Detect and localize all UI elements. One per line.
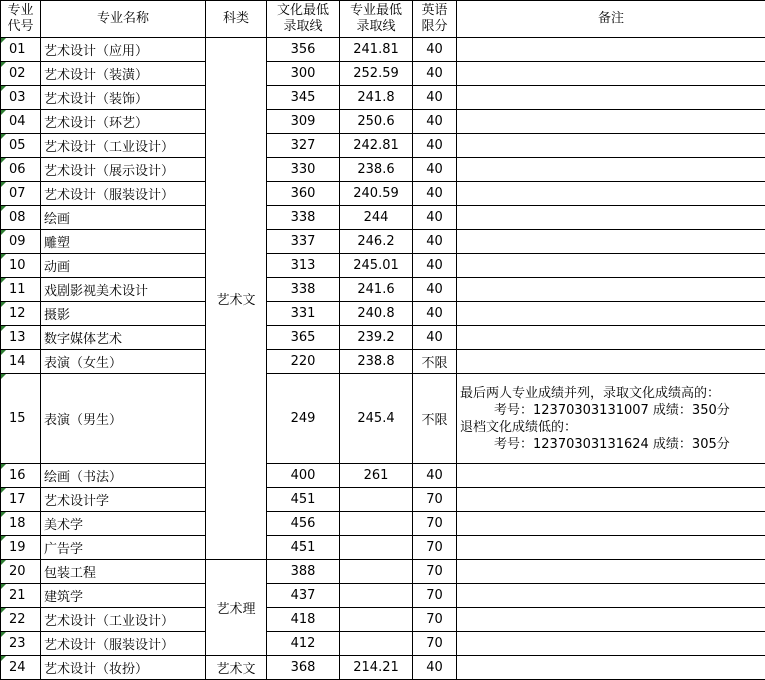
- table-row: [1, 254, 765, 278]
- major-name: 表演（男生）: [41, 374, 206, 464]
- major-code: 22: [1, 608, 41, 632]
- major-min-score: 252.59: [340, 62, 413, 86]
- major-code: 06: [1, 158, 41, 182]
- table-row: [1, 278, 765, 302]
- major-code: 13: [1, 326, 41, 350]
- remark-cell: [457, 38, 765, 62]
- major-name: 戏剧影视美术设计: [41, 278, 206, 302]
- major-min-score: 214.21: [340, 656, 413, 680]
- major-name: 建筑学: [41, 584, 206, 608]
- header-remark: 备注: [457, 1, 765, 38]
- remark-cell: [457, 278, 765, 302]
- remark-cell: [457, 302, 765, 326]
- remark-cell: [457, 632, 765, 656]
- remark-cell: [457, 656, 765, 680]
- major-min-score: 245.01: [340, 254, 413, 278]
- english-limit: 不限: [413, 350, 457, 374]
- major-name: 艺术设计（应用）: [41, 38, 206, 62]
- major-code: 04: [1, 110, 41, 134]
- major-code: 05: [1, 134, 41, 158]
- remark-cell: [457, 350, 765, 374]
- major-code: 01: [1, 38, 41, 62]
- table-row: [1, 656, 765, 680]
- english-limit: 70: [413, 512, 457, 536]
- remark-cell: [457, 62, 765, 86]
- major-name: 动画: [41, 254, 206, 278]
- major-name: 艺术设计（服装设计）: [41, 632, 206, 656]
- culture-min-score: 300: [267, 62, 340, 86]
- culture-min-score: 338: [267, 278, 340, 302]
- major-min-score: 241.8: [340, 86, 413, 110]
- remark-cell: [457, 158, 765, 182]
- major-code: 08: [1, 206, 41, 230]
- major-name: 包装工程: [41, 560, 206, 584]
- remark-cell: [457, 488, 765, 512]
- english-limit: 40: [413, 326, 457, 350]
- header-english-limit: 英语 限分: [413, 1, 457, 38]
- remark-cell: [457, 134, 765, 158]
- major-code: 02: [1, 62, 41, 86]
- header-row: [1, 1, 765, 38]
- table-row: [1, 560, 765, 584]
- major-name: 艺术设计（展示设计）: [41, 158, 206, 182]
- major-min-score: [340, 488, 413, 512]
- major-min-score: [340, 536, 413, 560]
- major-name: 艺术设计（环艺）: [41, 110, 206, 134]
- major-name: 艺术设计（装潢）: [41, 62, 206, 86]
- remark-cell: [457, 536, 765, 560]
- english-limit: 40: [413, 110, 457, 134]
- culture-min-score: 338: [267, 206, 340, 230]
- major-min-score: [340, 512, 413, 536]
- english-limit: 70: [413, 608, 457, 632]
- culture-min-score: 330: [267, 158, 340, 182]
- english-limit: 70: [413, 584, 457, 608]
- culture-min-score: 451: [267, 536, 340, 560]
- major-code: 09: [1, 230, 41, 254]
- culture-min-score: 337: [267, 230, 340, 254]
- english-limit: 40: [413, 182, 457, 206]
- english-limit: 40: [413, 134, 457, 158]
- english-limit: 40: [413, 62, 457, 86]
- major-code: 15: [1, 374, 41, 464]
- remark-cell: [457, 86, 765, 110]
- major-min-score: 246.2: [340, 230, 413, 254]
- table-row: [1, 608, 765, 632]
- remark-cell: [457, 608, 765, 632]
- english-limit: 40: [413, 278, 457, 302]
- culture-min-score: 451: [267, 488, 340, 512]
- major-min-score: 250.6: [340, 110, 413, 134]
- culture-min-score: 418: [267, 608, 340, 632]
- major-code: 11: [1, 278, 41, 302]
- major-min-score: 240.59: [340, 182, 413, 206]
- major-code: 20: [1, 560, 41, 584]
- category-cell: 艺术理: [206, 560, 267, 656]
- major-name: 美术学: [41, 512, 206, 536]
- culture-min-score: 356: [267, 38, 340, 62]
- major-name: 雕塑: [41, 230, 206, 254]
- major-name: 数字媒体艺术: [41, 326, 206, 350]
- remark-cell: [457, 254, 765, 278]
- culture-min-score: 345: [267, 86, 340, 110]
- header-major-name: 专业名称: [41, 1, 206, 38]
- table-row: [1, 182, 765, 206]
- english-limit: 70: [413, 560, 457, 584]
- table-row: [1, 134, 765, 158]
- major-code: 24: [1, 656, 41, 680]
- major-name: 绘画: [41, 206, 206, 230]
- english-limit: 70: [413, 632, 457, 656]
- major-name: 艺术设计（装饰）: [41, 86, 206, 110]
- major-min-score: 242.81: [340, 134, 413, 158]
- major-code: 14: [1, 350, 41, 374]
- major-code: 10: [1, 254, 41, 278]
- table-row: [1, 230, 765, 254]
- table-row: [1, 326, 765, 350]
- table-row: [1, 110, 765, 134]
- remark-line: 考号：12370303131624 成绩：305分: [460, 436, 762, 453]
- major-min-score: 244: [340, 206, 413, 230]
- table-row: [1, 512, 765, 536]
- major-min-score: 245.4: [340, 374, 413, 464]
- major-name: 艺术设计（妆扮）: [41, 656, 206, 680]
- major-code: 19: [1, 536, 41, 560]
- remark-cell: [457, 464, 765, 488]
- table-row: [1, 464, 765, 488]
- major-min-score: 240.8: [340, 302, 413, 326]
- major-code: 12: [1, 302, 41, 326]
- table-row: [1, 86, 765, 110]
- culture-min-score: 412: [267, 632, 340, 656]
- major-min-score: [340, 584, 413, 608]
- culture-min-score: 456: [267, 512, 340, 536]
- english-limit: 40: [413, 464, 457, 488]
- major-code: 18: [1, 512, 41, 536]
- remark-cell: [457, 182, 765, 206]
- culture-min-score: 220: [267, 350, 340, 374]
- english-limit: 70: [413, 536, 457, 560]
- english-limit: 40: [413, 86, 457, 110]
- english-limit: 40: [413, 302, 457, 326]
- table-row: [1, 584, 765, 608]
- major-min-score: [340, 560, 413, 584]
- category-cell: 艺术文: [206, 656, 267, 680]
- header-major-code: 专业 代号: [1, 1, 41, 38]
- major-name: 艺术设计（服装设计）: [41, 182, 206, 206]
- culture-min-score: 388: [267, 560, 340, 584]
- english-limit: 40: [413, 158, 457, 182]
- major-min-score: 239.2: [340, 326, 413, 350]
- major-min-score: 261: [340, 464, 413, 488]
- header-category: 科类: [206, 1, 267, 38]
- major-code: 07: [1, 182, 41, 206]
- major-name: 表演（女生）: [41, 350, 206, 374]
- major-name: 艺术设计学: [41, 488, 206, 512]
- culture-min-score: 331: [267, 302, 340, 326]
- major-code: 03: [1, 86, 41, 110]
- major-code: 23: [1, 632, 41, 656]
- remark-line: 退档文化成绩低的：: [460, 419, 762, 436]
- english-limit: 40: [413, 254, 457, 278]
- major-min-score: 238.8: [340, 350, 413, 374]
- table-row: [1, 62, 765, 86]
- major-min-score: 241.6: [340, 278, 413, 302]
- english-limit: 不限: [413, 374, 457, 464]
- table-row: [1, 206, 765, 230]
- remark-cell: [457, 326, 765, 350]
- culture-min-score: 360: [267, 182, 340, 206]
- header-major-min-score: 专业最低 录取线: [340, 1, 413, 38]
- culture-min-score: 249: [267, 374, 340, 464]
- major-name: 艺术设计（工业设计）: [41, 608, 206, 632]
- remark-cell: [457, 512, 765, 536]
- remark-cell: [457, 206, 765, 230]
- remark-line: 考号：12370303131007 成绩：350分: [460, 402, 762, 419]
- english-limit: 70: [413, 488, 457, 512]
- culture-min-score: 437: [267, 584, 340, 608]
- major-name: 艺术设计（工业设计）: [41, 134, 206, 158]
- remark-cell: [457, 584, 765, 608]
- table-row: [1, 536, 765, 560]
- culture-min-score: 365: [267, 326, 340, 350]
- remark-cell: [457, 560, 765, 584]
- table-row: [1, 302, 765, 326]
- major-name: 广告学: [41, 536, 206, 560]
- english-limit: 40: [413, 206, 457, 230]
- category-cell: 艺术文: [206, 38, 267, 560]
- remark-line: 最后两人专业成绩并列，录取文化成绩高的：: [460, 385, 762, 402]
- major-code: 17: [1, 488, 41, 512]
- culture-min-score: 327: [267, 134, 340, 158]
- table-row: [1, 632, 765, 656]
- major-min-score: 241.81: [340, 38, 413, 62]
- header-culture-min-score: 文化最低 录取线: [267, 1, 340, 38]
- english-limit: 40: [413, 230, 457, 254]
- table-row: [1, 158, 765, 182]
- table-row: [1, 350, 765, 374]
- culture-min-score: 313: [267, 254, 340, 278]
- culture-min-score: 368: [267, 656, 340, 680]
- remark-cell-tie-note: [457, 374, 765, 464]
- major-name: 绘画（书法）: [41, 464, 206, 488]
- major-min-score: [340, 632, 413, 656]
- table-row: [1, 38, 765, 62]
- table-row: [1, 488, 765, 512]
- english-limit: 40: [413, 38, 457, 62]
- remark-cell: [457, 230, 765, 254]
- major-min-score: 238.6: [340, 158, 413, 182]
- table-row: [1, 374, 765, 464]
- major-code: 16: [1, 464, 41, 488]
- major-min-score: [340, 608, 413, 632]
- remark-cell: [457, 110, 765, 134]
- english-limit: 40: [413, 656, 457, 680]
- culture-min-score: 400: [267, 464, 340, 488]
- culture-min-score: 309: [267, 110, 340, 134]
- major-code: 21: [1, 584, 41, 608]
- major-name: 摄影: [41, 302, 206, 326]
